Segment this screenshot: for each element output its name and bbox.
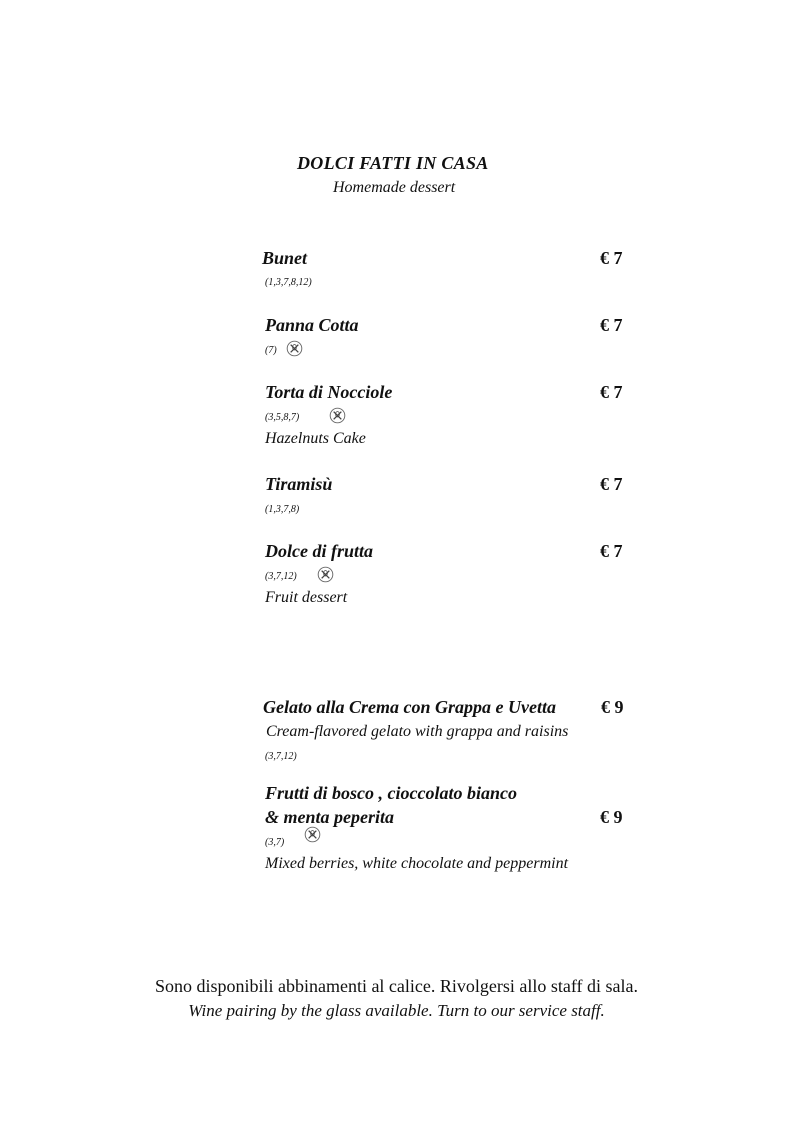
menu-item-name-dolce-di-frutta: Dolce di frutta (265, 541, 373, 561)
menu-item-price-gelato: € 9 (601, 697, 624, 717)
menu-item-description-frutti-di-bosco: Mixed berries, white chocolate and peppermint (265, 855, 569, 872)
menu-item-description-dolce-di-frutta: Fruit dessert (265, 589, 348, 606)
menu-item-description-gelato: Cream-flavored gelato with grappa and raisins (266, 723, 569, 740)
menu-item-price-panna-cotta: € 7 (600, 315, 623, 335)
menu-item-allergens-bunet: (1,3,7,8,12) (265, 277, 312, 288)
menu-item-price-bunet: € 7 (600, 248, 623, 268)
menu-item-price-torta-di-nocciole: € 7 (600, 382, 623, 402)
menu-item-description-torta-di-nocciole: Hazelnuts Cake (265, 430, 366, 447)
menu-item-allergens-gelato: (3,7,12) (265, 751, 297, 762)
menu-title: DOLCI FATTI IN CASA (297, 153, 489, 173)
menu-item-name-frutti-di-bosco-line2: & menta peperita (265, 807, 394, 827)
gluten-free-icon (329, 407, 346, 424)
footer-english-note: Wine pairing by the glass available. Turn to our service staff. (188, 1001, 605, 1020)
menu-item-name-panna-cotta: Panna Cotta (265, 315, 359, 335)
menu-item-name-torta-di-nocciole: Torta di Nocciole (265, 382, 393, 402)
menu-item-price-frutti-di-bosco: € 9 (600, 807, 623, 827)
gluten-free-icon (317, 566, 334, 583)
menu-item-name-tiramisu: Tiramisù (265, 474, 333, 494)
menu-item-price-dolce-di-frutta: € 7 (600, 541, 623, 561)
menu-item-allergens-panna-cotta: (7) (265, 345, 277, 356)
gluten-free-icon (286, 340, 303, 357)
gluten-free-icon (304, 826, 321, 843)
menu-subtitle: Homemade dessert (333, 179, 456, 196)
footer-italian-note: Sono disponibili abbinamenti al calice. Rivolgersi allo staff di sala. (154, 976, 639, 996)
menu-item-allergens-frutti-di-bosco: (3,7) (265, 837, 285, 848)
menu-item-name-frutti-di-bosco-line1: Frutti di bosco , cioccolato bianco (265, 783, 517, 803)
menu-item-name-gelato: Gelato alla Crema con Grappa e Uvetta (263, 697, 556, 717)
menu-item-allergens-dolce-di-frutta: (3,7,12) (265, 571, 297, 582)
menu-item-name-bunet: Bunet (262, 248, 308, 268)
menu-item-allergens-tiramisu: (1,3,7,8) (265, 504, 300, 515)
menu-item-allergens-torta-di-nocciole: (3,5,8,7) (265, 412, 300, 423)
menu-item-price-tiramisu: € 7 (600, 474, 623, 494)
